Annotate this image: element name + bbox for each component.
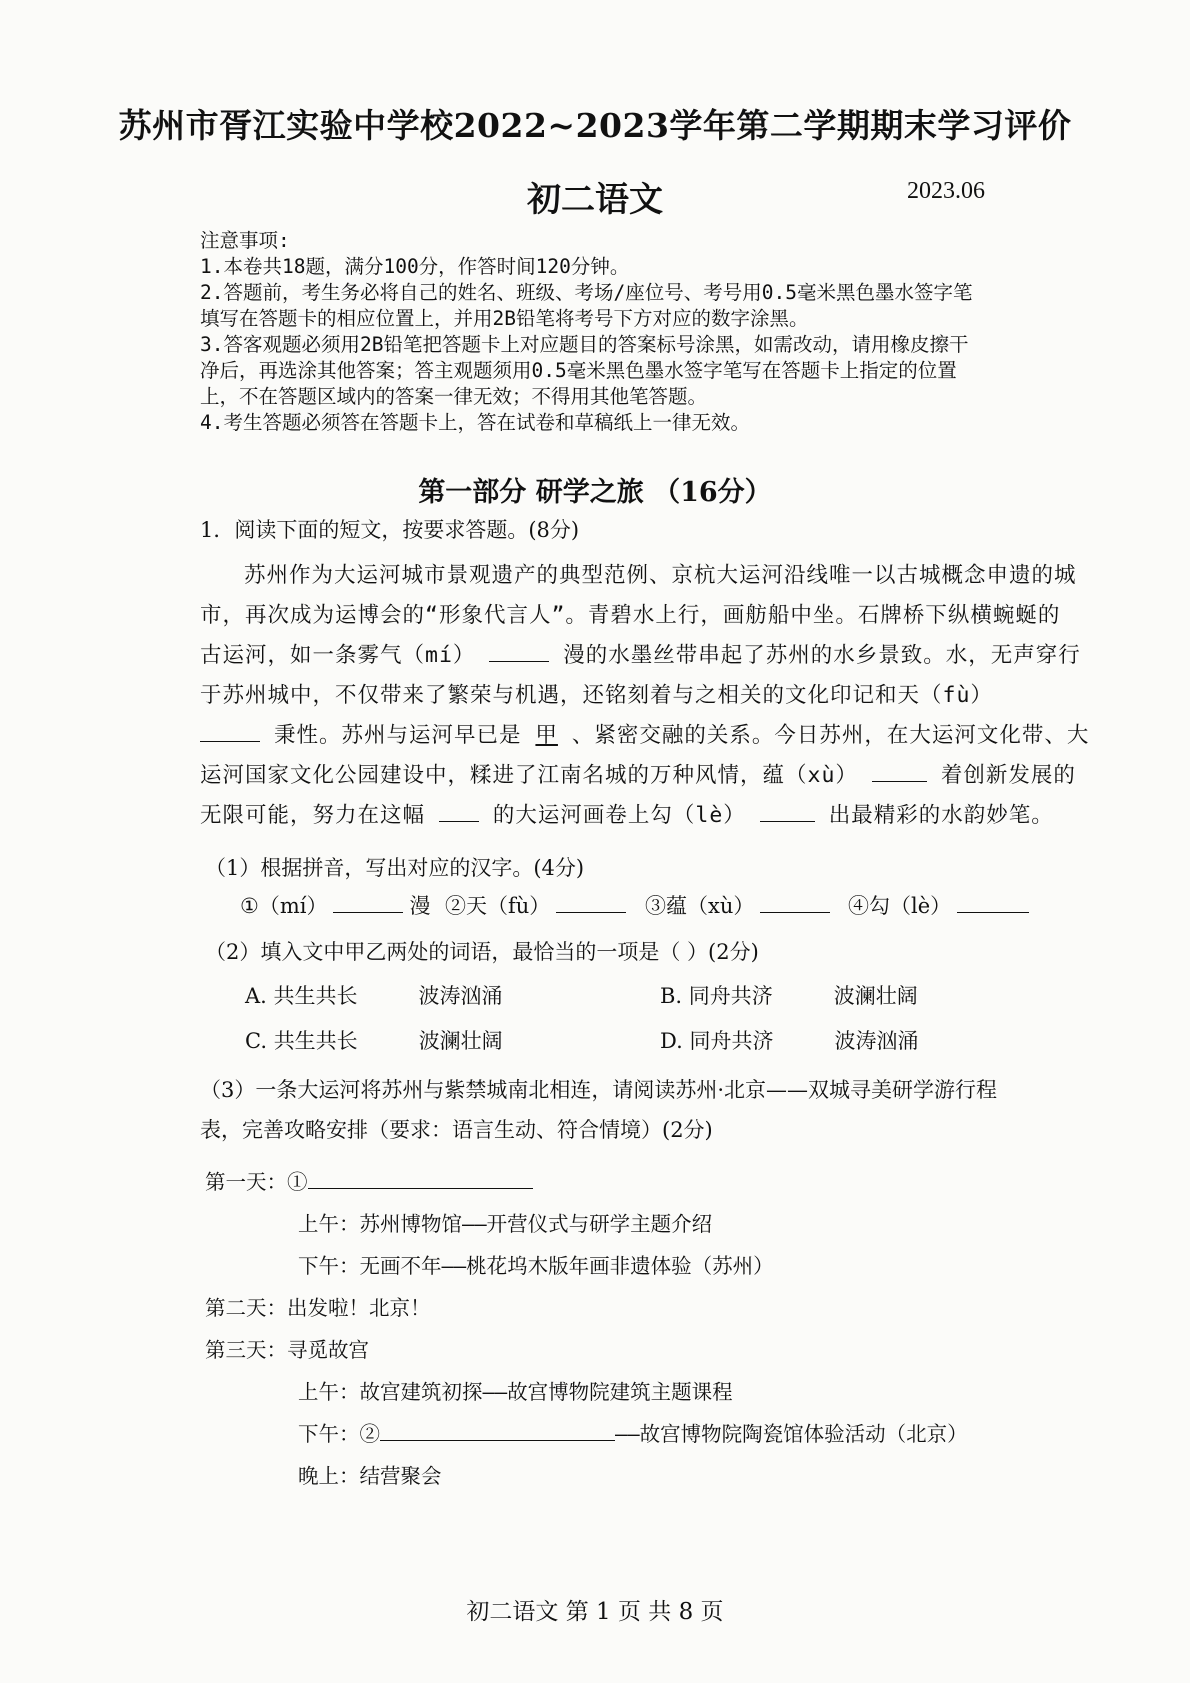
page-footer: 初二语文 第 1 页 共 8 页 — [466, 1599, 724, 1625]
passage-text: 出最精彩的水韵妙笔。 — [828, 803, 1054, 828]
passage-line — [200, 716, 1100, 756]
schedule-day2: 第二天：出发啦！北京！ — [205, 1296, 431, 1320]
passage-text: 漫的水墨丝带串起了苏州的水乡景致。水，无声穿行 — [563, 643, 1081, 668]
passage-text: 的大运河画卷上勾（lè） — [492, 803, 746, 828]
passage-line: 市，再次成为运博会的“形象代言人”。青碧水上行，画舫船中坐。石牌桥下纵横蜿蜒的 — [200, 603, 1061, 628]
subject-title: 初二语文 — [527, 180, 663, 220]
option-b[interactable]: B. 同舟共济 波澜壮阔 — [660, 984, 918, 1008]
answer-blank[interactable] — [957, 890, 1029, 913]
answer-blank[interactable] — [872, 759, 927, 782]
passage-text: 、紧密交融的关系。今日苏州，在大运河文化带、大 — [571, 723, 1090, 748]
note-line: 上，不在答题区域内的答案一律无效；不得用其他笔答题。 — [200, 385, 708, 408]
answer-blank[interactable] — [333, 890, 403, 913]
option-c[interactable]: C. 共生共长 波澜壮阔 — [245, 1029, 503, 1053]
passage-line — [200, 636, 1100, 676]
passage-text: 无限可能，努力在这幅 — [200, 803, 426, 828]
notes-heading: 注意事项: — [200, 229, 290, 252]
part-title: 第一部分 研学之旅 （16分） — [418, 477, 772, 508]
schedule-day3-am: 上午：故宫建筑初探——故宫博物院建筑主题课程 — [298, 1380, 733, 1404]
subquestion-3-line: 表，完善攻略安排（要求：语言生动、符合情境）(2分) — [200, 1118, 713, 1142]
pinyin-item-3: ③蕴（xù） — [645, 890, 830, 920]
passage-text: 古运河，如一条雾气（mí） — [200, 643, 476, 668]
blank-mark-jia: 甲 — [535, 723, 558, 748]
note-line: 4.考生答题必须答在答题卡上，答在试卷和草稿纸上一律无效。 — [200, 411, 750, 434]
note-line: 净后，再选涂其他答案；答主观题须用0.5毫米黑色墨水签字笔写在答题卡上指定的位置 — [200, 359, 957, 382]
exam-date: 2023.06 — [907, 178, 985, 204]
pinyin-item-4: ④勾（lè） — [848, 890, 1029, 920]
note-line: 填写在答题卡的相应位置上，并用2B铅笔将考号下方对应的数字涂黑。 — [200, 307, 809, 330]
passage-line — [200, 796, 1100, 836]
option-a[interactable]: A. 共生共长 波涛汹涌 — [245, 984, 503, 1008]
answer-blank[interactable] — [760, 890, 830, 913]
answer-blank[interactable] — [439, 799, 479, 822]
exam-title: 苏州市胥江实验中学校2022~2023学年第二学期期末学习评价 — [118, 106, 1072, 145]
subquestion-2-stem: （2）填入文中甲乙两处的词语，最恰当的一项是（ ）(2分) — [205, 940, 759, 964]
schedule-day3-pm: 下午：② ——故宫博物院陶瓷馆体验活动（北京） — [298, 1417, 968, 1447]
subquestion-3 — [200, 1070, 1100, 1150]
passage-line: 苏州作为大运河城市景观遗产的典型范例、京杭大运河沿线唯一以古城概念申遗的城 — [244, 563, 1077, 588]
notes-section — [200, 228, 1100, 436]
schedule-day3: 第三天：寻觅故宫 — [205, 1338, 369, 1362]
pinyin-item-1: ①（mí） 漫 — [240, 890, 430, 920]
passage-text: 秉性。苏州与运河早已是 — [273, 723, 522, 748]
subtitle-row — [0, 172, 1190, 220]
pinyin-answers — [240, 890, 1100, 924]
subquestion-1-stem: （1）根据拼音，写出对应的汉字。(4分) — [205, 856, 585, 880]
passage-line: 于苏州城中，不仅带来了繁荣与机遇，还铭刻着与之相关的文化印记和天（fù） — [200, 683, 993, 708]
option-d[interactable]: D. 同舟共济 波涛汹涌 — [660, 1029, 919, 1053]
answer-blank[interactable] — [308, 1166, 533, 1189]
reading-passage — [200, 556, 1100, 836]
answer-blank[interactable] — [200, 719, 260, 742]
schedule-day1-pm: 下午：无画不年——桃花坞木版年画非遗体验（苏州） — [298, 1254, 774, 1278]
note-line: 2.答题前，考生务必将自己的姓名、班级、考场/座位号、考号用0.5毫米黑色墨水签字笔 — [200, 281, 973, 304]
note-line: 3.答客观题必须用2B铅笔把答题卡上对应题目的答案标号涂黑，如需改动，请用橡皮擦干 — [200, 333, 969, 356]
answer-blank[interactable] — [380, 1418, 615, 1441]
note-line: 1.本卷共18题，满分100分，作答时间120分钟。 — [200, 255, 630, 278]
schedule-day1: 第一天：① — [205, 1165, 533, 1195]
passage-line — [200, 756, 1100, 796]
question-1-heading: 1．阅读下面的短文，按要求答题。(8分) — [200, 518, 580, 542]
subquestion-3-line: （3）一条大运河将苏州与紫禁城南北相连，请阅读苏州·北京——双城寻美研学游行程 — [200, 1078, 998, 1102]
passage-text: 着创新发展的 — [940, 763, 1076, 788]
pinyin-item-2: ②天（fù） — [445, 890, 626, 920]
answer-blank[interactable] — [489, 639, 549, 662]
passage-text: 运河国家文化公园建设中，糅进了江南名城的万种风情，蕴（xù） — [200, 763, 858, 788]
schedule-day1-am: 上午：苏州博物馆——开营仪式与研学主题介绍 — [298, 1212, 713, 1236]
answer-blank[interactable] — [760, 799, 815, 822]
schedule-day3-evening: 晚上：结营聚会 — [298, 1464, 442, 1488]
answer-blank[interactable] — [556, 890, 626, 913]
